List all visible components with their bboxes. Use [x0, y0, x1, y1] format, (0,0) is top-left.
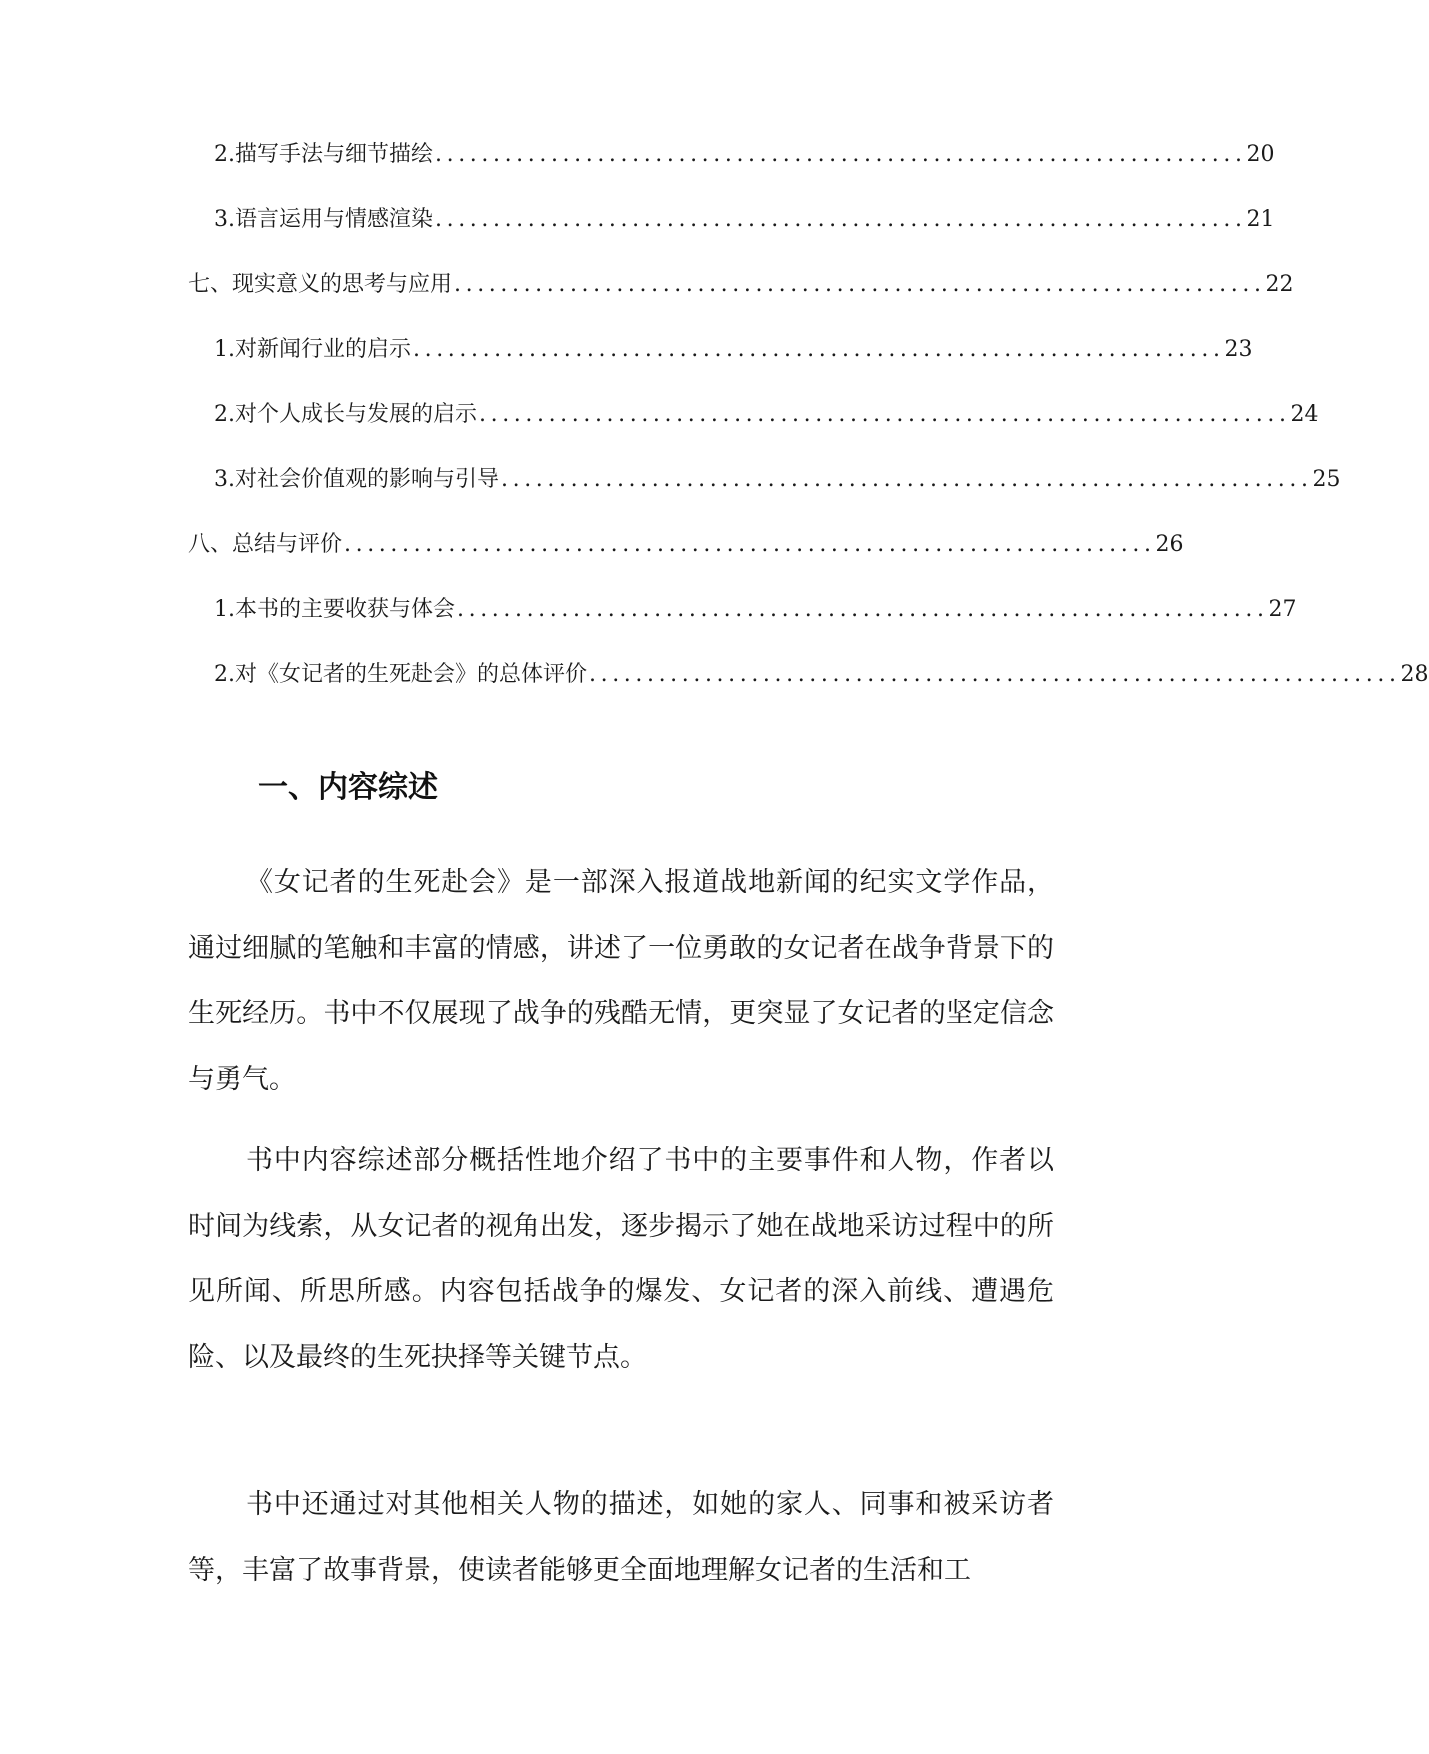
toc-entry[interactable]	[214, 200, 1275, 240]
toc-entry-page: 24	[1290, 402, 1319, 427]
toc-leader-dots: ......................................................................	[589, 662, 1401, 687]
toc-entry-page: 27	[1268, 597, 1297, 622]
section-heading: 一、内容综述	[258, 770, 438, 805]
toc-entry-number: 2.	[214, 142, 235, 167]
toc-leader-dots: ......................................................................	[479, 402, 1291, 427]
toc-leader-dots: ......................................................................	[435, 142, 1247, 167]
toc-entry-page: 23	[1224, 337, 1253, 362]
toc-entry-number: 2.	[214, 402, 235, 427]
toc-leader-dots: ......................................................................	[501, 467, 1313, 492]
toc-entry-page: 20	[1246, 142, 1275, 167]
toc-entry-page: 21	[1246, 207, 1275, 232]
toc-entry-title: 本书的主要收获与体会	[235, 597, 456, 622]
toc-leader-dots: ......................................................................	[435, 207, 1247, 232]
toc-entry[interactable]	[214, 460, 1341, 500]
toc-entry-page: 22	[1265, 272, 1294, 297]
toc-entry-page: 28	[1400, 662, 1429, 687]
toc-entry-title: 八、总结与评价	[188, 532, 343, 557]
toc-entry-number: 1.	[214, 597, 235, 622]
toc-entry[interactable]	[214, 395, 1319, 435]
body-paragraph: 书中还通过对其他相关人物的描述，如她的家人、同事和被采访者等，丰富了故事背景，使读者能够更全面地理解女记者的生活和工	[188, 1489, 1054, 1586]
toc-entry[interactable]	[214, 330, 1253, 370]
body-paragraph: 《女记者的生死赴会》是一部深入报道战地新闻的纪实文学作品，通过细腻的笔触和丰富的情感，讲述了一位勇敢的女记者在战争背景下的生死经历。书中不仅展现了战争的残酷无情，更突显了女记者的坚定信念与勇气。	[188, 867, 1054, 1095]
toc-entry[interactable]	[188, 525, 1184, 565]
toc-leader-dots: ......................................................................	[344, 532, 1156, 557]
toc-leader-dots: ......................................................................	[457, 597, 1269, 622]
toc-leader-dots: ......................................................................	[413, 337, 1225, 362]
toc-entry-title: 对新闻行业的启示	[235, 337, 412, 362]
toc-entry-title: 七、现实意义的思考与应用	[188, 272, 453, 297]
toc-entry-number: 1.	[214, 337, 235, 362]
toc-leader-dots: ......................................................................	[454, 272, 1266, 297]
toc-entry-number: 3.	[214, 207, 235, 232]
toc-entry-page: 26	[1155, 532, 1184, 557]
toc-entry-number: 3.	[214, 467, 235, 492]
toc-entry[interactable]	[214, 590, 1297, 630]
toc-entry-number: 2.	[214, 662, 235, 687]
body-paragraph: 书中内容综述部分概括性地介绍了书中的主要事件和人物，作者以时间为线索，从女记者的视角出发，逐步揭示了她在战地采访过程中的所见所闻、所思所感。内容包括战争的爆发、女记者的深入前线、遭遇危险、以及最终的生死抉择等关键节点。	[188, 1145, 1054, 1373]
toc-entry-title: 描写手法与细节描绘	[235, 142, 434, 167]
toc-entry[interactable]	[214, 655, 1429, 695]
toc-entry-title: 对《女记者的生死赴会》的总体评价	[235, 662, 588, 687]
toc-entry-title: 对社会价值观的影响与引导	[235, 467, 500, 492]
toc-entry-page: 25	[1312, 467, 1341, 492]
toc-entry[interactable]	[188, 265, 1294, 305]
toc-entry[interactable]	[214, 135, 1275, 175]
toc-entry-title: 语言运用与情感渲染	[235, 207, 434, 232]
toc-entry-title: 对个人成长与发展的启示	[235, 402, 478, 427]
